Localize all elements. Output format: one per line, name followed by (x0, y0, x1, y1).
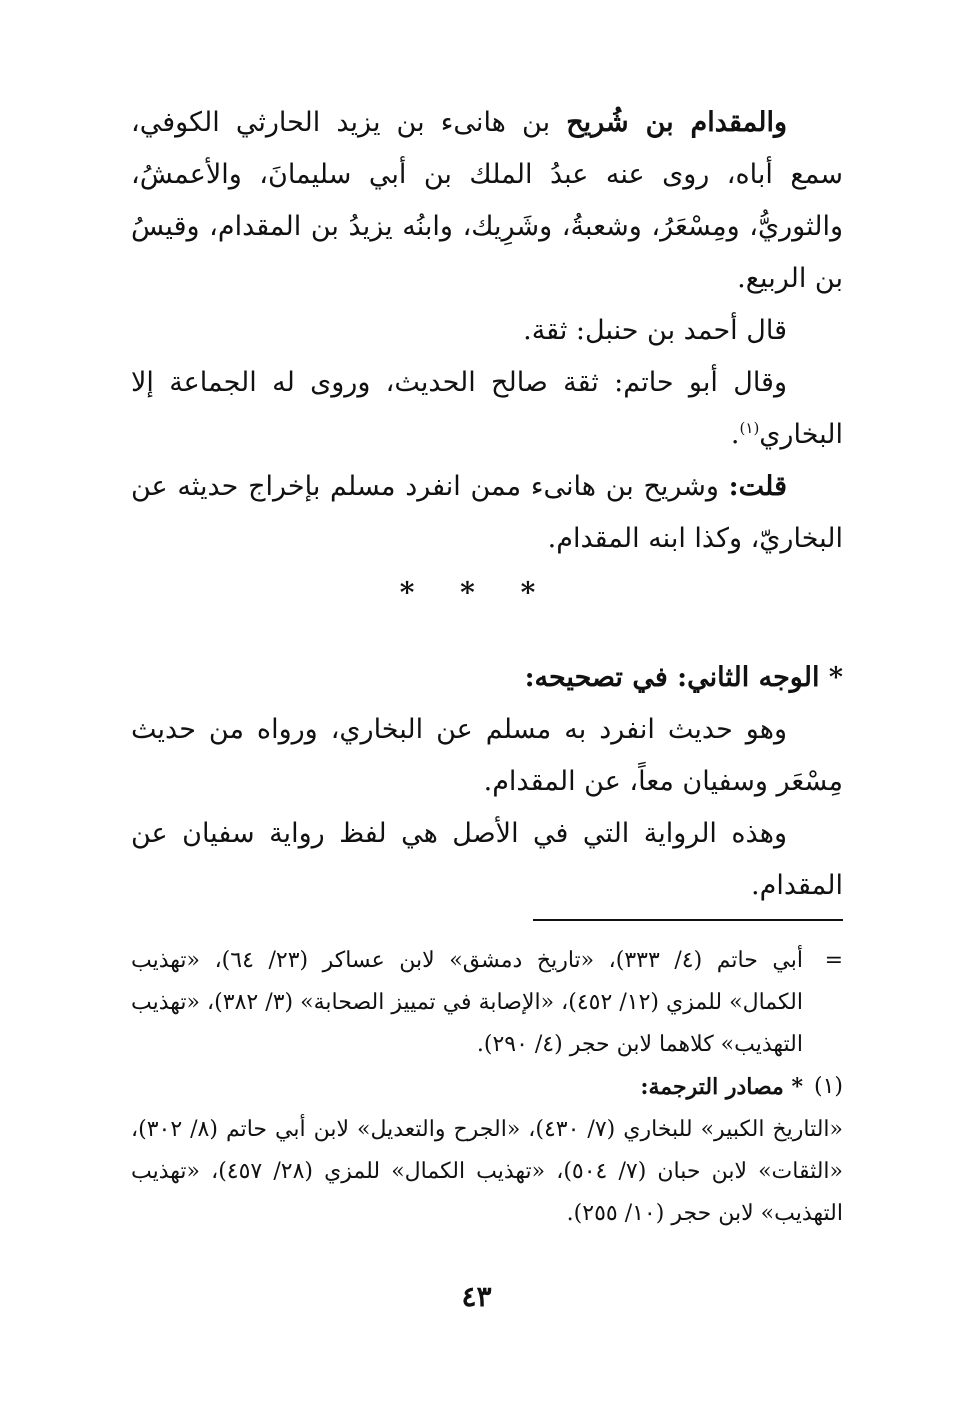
continuation-text: أبي حاتم (٤/ ٣٣٣)، «تاريخ دمشق» لابن عساكر (٢٣/ ٦٤)، «تهذيب الكمال» للمزي (١٢/ ٤٥٢)، «الإصابة في تمييز الصحابة» (٣/ ٣٨٢)، «تهذيب التهذيب» كلاهما لابن حجر (٤/ ٢٩٠). (131, 948, 803, 1057)
abu-hatim-end: . (730, 419, 740, 450)
author-note (131, 461, 843, 565)
continuation-mark: = (824, 948, 843, 973)
section-paragraph-2: وهذه الرواية التي في الأصل هي لفظ رواية سفيان عن المقدام. (131, 818, 843, 901)
main-text-top (131, 97, 843, 565)
section-heading: * الوجه الثاني: في تصحيحه: (524, 662, 843, 693)
footnotes-area (131, 940, 843, 1235)
abu-hatim-text: وقال أبو حاتم: ثقة صالح الحديث، وروى له الجماعة إلا البخاري (131, 367, 843, 450)
section-paragraph-1: وهو حديث انفرد به مسلم عن البخاري، ورواه من حديث مِسْعَر وسفيان معاً، عن المقدام. (131, 714, 843, 797)
footnote-continuation (131, 940, 843, 1066)
author-note-text: وشريح بن هانىء ممن انفرد مسلم بإخراج حديثه عن البخاريّ، وكذا ابنه المقدام. (131, 471, 843, 554)
footnote-ref[interactable]: (١) (739, 419, 760, 437)
biography-text: بن هانىء بن يزيد الحارثي الكوفي، سمع أباه، روى عنه عبدُ الملك بن أبي سليمانَ، والأعمشُ، والثوريُّ، ومِسْعَرُ، وشعبةُ، وشَرِيك، وابنُه يزيدُ بن المقدام، وقيسُ بن الربيع. (131, 107, 843, 294)
footnote-1-heading-line (131, 1066, 843, 1109)
footnote-1-heading: * مصادر الترجمة: (640, 1074, 803, 1100)
author-note-label: قلت: (728, 471, 787, 502)
narrator-name: والمقدام بن شُريح (566, 107, 787, 138)
footnote-1-number: (١) (813, 1074, 843, 1099)
ahmad-quote: قال أحمد بن حنبل: ثقة. (523, 315, 787, 346)
footnote-divider (533, 919, 843, 921)
section-separator: * * * (399, 576, 554, 609)
abu-hatim-quote (131, 357, 843, 461)
page-number: ٤٣ (461, 1280, 492, 1313)
footnote-1-text: «التاريخ الكبير» للبخاري (٧/ ٤٣٠)، «الجرح والتعديل» لابن أبي حاتم (٨/ ٣٠٢)، «الثقات» لابن حبان (٧/ ٥٠٤)، «تهذيب الكمال» للمزي (٢٨/ ٤٥٧)، «تهذيب التهذيب» لابن حجر (١٠/ ٢٥٥). (131, 1117, 844, 1226)
biography-paragraph (131, 97, 843, 305)
main-text-bottom (131, 652, 843, 912)
